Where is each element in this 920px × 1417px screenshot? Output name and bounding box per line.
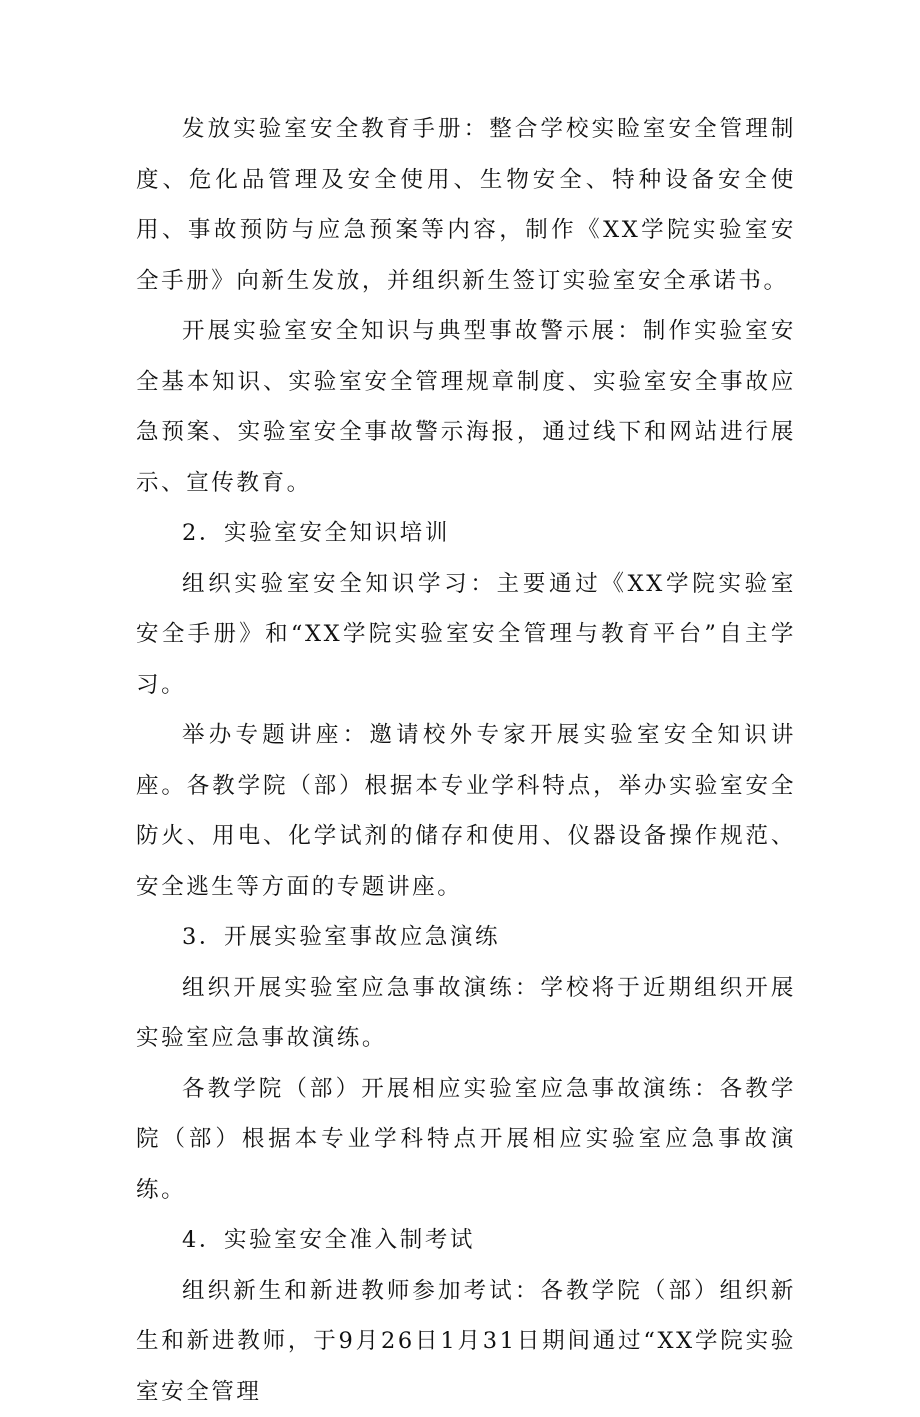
- section-heading-emergency-drill: 3．开展实验室事故应急演练: [136, 912, 796, 963]
- paragraph-warning-exhibition: 开展实验室安全知识与典型事故警示展：制作实验室安全基本知识、实验室安全管理规章制度、实验室安全事故应急预案、实验室安全事故警示海报，通过线下和网站进行展示、宣传教育。: [136, 306, 796, 508]
- section-heading-training: 2．实验室安全知识培训: [136, 508, 796, 559]
- document-body: [136, 104, 796, 1417]
- paragraph-exam-participation: 组织新生和新进教师参加考试：各教学院（部）组织新生和新进教师，于9月26日1月31日期间通过“XX学院实验室安全管理: [136, 1266, 796, 1417]
- paragraph-safety-manual: 发放实验室安全教育手册：整合学校实睑室安全管理制度、危化品管理及安全使用、生物安全、特种设备安全使用、事故预防与应急预案等内容，制作《XX学院实验室安全手册》向新生发放，并组织新生签订实验室安全承诺书。: [136, 104, 796, 306]
- paragraph-school-drill: 组织开展实验室应急事故演练：学校将于近期组织开展实验室应急事故演练。: [136, 963, 796, 1064]
- paragraph-knowledge-study: 组织实验室安全知识学习：主要通过《XX学院实验室安全手册》和“XX学院实验室安全管理与教育平台”自主学习。: [136, 559, 796, 711]
- paragraph-special-lectures: 举办专题讲座：邀请校外专家开展实验室安全知识讲座。各教学院（部）根据本专业学科特点，举办实验室安全防火、用电、化学试剂的储存和使用、仪器设备操作规范、安全逃生等方面的专题讲座。: [136, 710, 796, 912]
- paragraph-college-drill: 各教学院（部）开展相应实验室应急事故演练：各教学院（部）根据本专业学科特点开展相应实验室应急事故演练。: [136, 1064, 796, 1216]
- section-heading-access-exam: 4．实验室安全准入制考试: [136, 1215, 796, 1266]
